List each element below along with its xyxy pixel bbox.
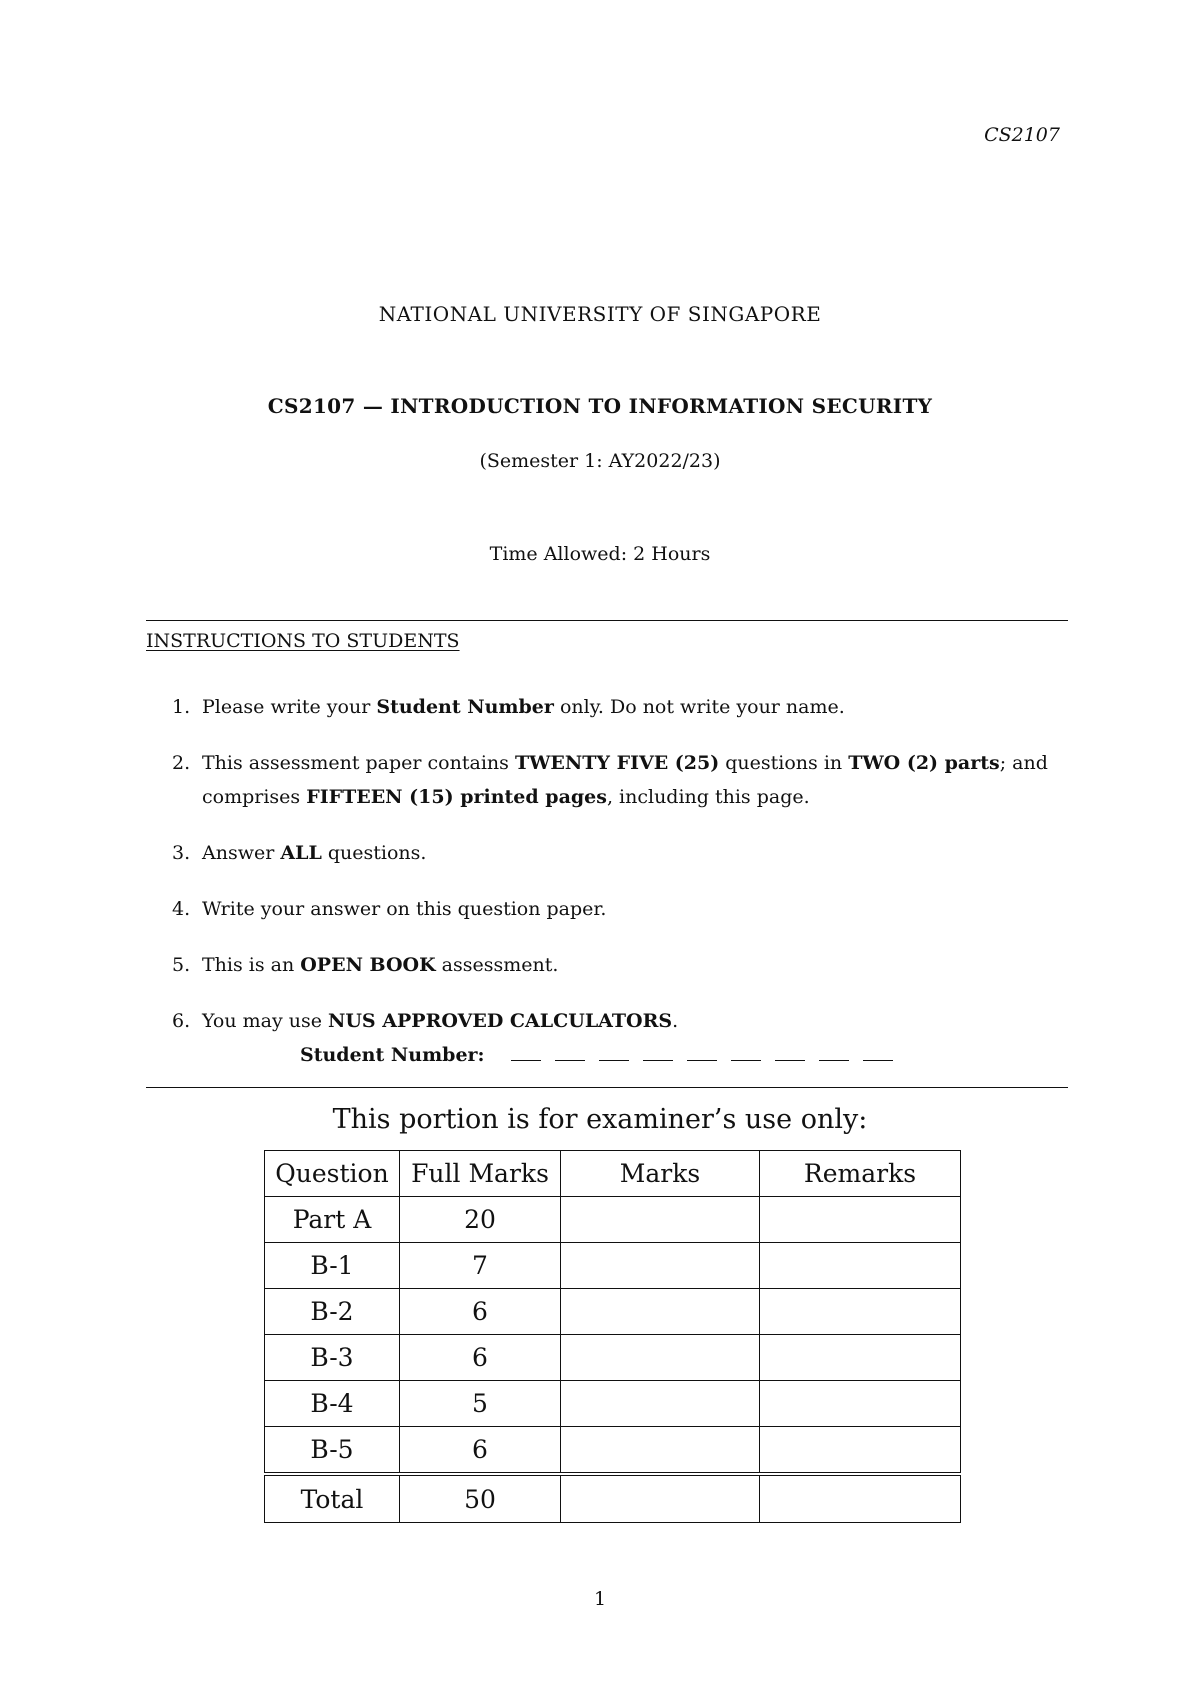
instruction-item: 4. Write your answer on this question paper. <box>172 898 607 920</box>
cell-question: B-2 <box>265 1289 400 1335</box>
cell-question: Part A <box>265 1197 400 1243</box>
cell-total-full-marks: 50 <box>400 1474 561 1523</box>
cell-full-marks: 7 <box>400 1243 561 1289</box>
divider-top <box>146 620 1068 621</box>
header-question: Question <box>265 1151 400 1197</box>
cell-marks[interactable] <box>561 1243 760 1289</box>
instructions-heading: INSTRUCTIONS TO STUDENTS <box>146 630 460 652</box>
instruction-item: 5. This is an OPEN BOOK assessment. <box>172 954 559 976</box>
table-row <box>265 1427 961 1475</box>
student-number-blank[interactable] <box>599 1060 629 1061</box>
cell-question: B-4 <box>265 1381 400 1427</box>
cell-total-label: Total <box>265 1474 400 1523</box>
cell-total-remarks[interactable] <box>760 1474 961 1523</box>
student-number-blank[interactable] <box>819 1060 849 1061</box>
student-number-blank[interactable] <box>687 1060 717 1061</box>
page-number: 1 <box>593 1588 607 1610</box>
header-course-code: CS2107 <box>984 124 1060 146</box>
student-number-blank[interactable] <box>511 1060 541 1061</box>
student-number-label: Student Number: <box>300 1044 485 1066</box>
table-total-row <box>265 1474 961 1523</box>
cell-question: B-5 <box>265 1427 400 1475</box>
examiner-caption: This portion is for examiner’s use only: <box>332 1104 868 1135</box>
cell-remarks[interactable] <box>760 1427 961 1475</box>
cell-marks[interactable] <box>561 1427 760 1475</box>
student-number-field[interactable] <box>300 1044 907 1066</box>
table-row <box>265 1381 961 1427</box>
cell-remarks[interactable] <box>760 1197 961 1243</box>
table-header-row <box>265 1151 961 1197</box>
cell-full-marks: 6 <box>400 1289 561 1335</box>
cell-full-marks: 6 <box>400 1335 561 1381</box>
cell-marks[interactable] <box>561 1197 760 1243</box>
student-number-blank[interactable] <box>731 1060 761 1061</box>
instruction-item: 1. Please write your Student Number only. Do not write your name. <box>172 696 845 718</box>
table-row <box>265 1289 961 1335</box>
student-number-blank[interactable] <box>555 1060 585 1061</box>
cell-marks[interactable] <box>561 1289 760 1335</box>
instruction-item: 3. Answer ALL questions. <box>172 842 427 864</box>
table-row <box>265 1335 961 1381</box>
instruction-item: 6. You may use NUS APPROVED CALCULATORS. <box>172 1010 679 1032</box>
cell-remarks[interactable] <box>760 1335 961 1381</box>
divider-bottom <box>146 1087 1068 1088</box>
cell-question: B-3 <box>265 1335 400 1381</box>
cell-question: B-1 <box>265 1243 400 1289</box>
cell-full-marks: 5 <box>400 1381 561 1427</box>
cell-total-marks[interactable] <box>561 1474 760 1523</box>
course-title: CS2107 — INTRODUCTION TO INFORMATION SECURITY <box>267 394 933 418</box>
marks-table <box>264 1150 961 1523</box>
student-number-blank[interactable] <box>775 1060 805 1061</box>
student-number-blank[interactable] <box>643 1060 673 1061</box>
cell-remarks[interactable] <box>760 1243 961 1289</box>
cell-remarks[interactable] <box>760 1381 961 1427</box>
university-name: NATIONAL UNIVERSITY OF SINGAPORE <box>378 302 822 326</box>
student-number-blank[interactable] <box>863 1060 893 1061</box>
header-full-marks: Full Marks <box>400 1151 561 1197</box>
cell-marks[interactable] <box>561 1381 760 1427</box>
student-number-blanks[interactable] <box>511 1060 907 1066</box>
header-marks: Marks <box>561 1151 760 1197</box>
cell-full-marks: 20 <box>400 1197 561 1243</box>
instructions-list <box>172 690 1072 1060</box>
instruction-item: 2. This assessment paper contains TWENTY FIVE (25) questions in TWO (2) parts; and comprises FIFTEEN (15) printed pages, including this page. <box>172 752 1048 808</box>
header-remarks: Remarks <box>760 1151 961 1197</box>
cell-remarks[interactable] <box>760 1289 961 1335</box>
cell-marks[interactable] <box>561 1335 760 1381</box>
cell-full-marks: 6 <box>400 1427 561 1475</box>
table-row <box>265 1243 961 1289</box>
table-row <box>265 1197 961 1243</box>
semester: (Semester 1: AY2022/23) <box>479 450 721 472</box>
time-allowed: Time Allowed: 2 Hours <box>489 543 711 565</box>
